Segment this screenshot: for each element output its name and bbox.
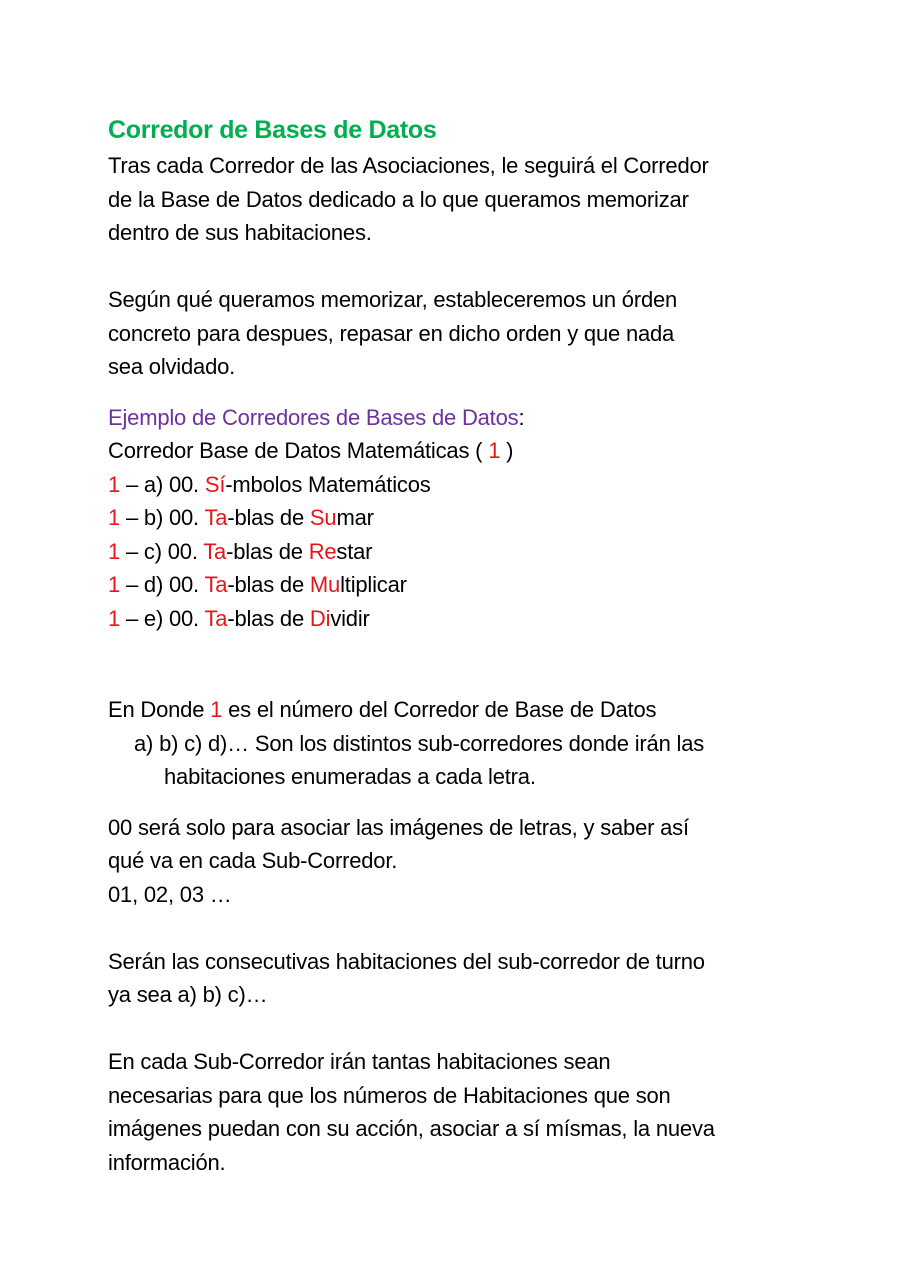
list-item bbox=[108, 535, 808, 569]
final-paragraph bbox=[108, 1045, 808, 1179]
zero-paragraph bbox=[108, 811, 808, 912]
item-number: 1 bbox=[108, 471, 121, 497]
example-title-text: Ejemplo de Corredores de Bases de Datos bbox=[108, 404, 519, 430]
item-highlight: Di bbox=[309, 605, 331, 631]
item-text: vidir bbox=[330, 605, 370, 631]
item-highlight: Ta bbox=[204, 605, 228, 631]
item-highlight: Ta bbox=[204, 505, 228, 530]
list-item bbox=[108, 501, 808, 535]
item-highlight: Ta bbox=[203, 538, 227, 564]
document-page bbox=[108, 111, 808, 1179]
text-line: información. bbox=[108, 1149, 226, 1175]
item-text: ltiplicar bbox=[340, 572, 407, 597]
text-line: imágenes puedan con su acción, asociar a sí mísmas, la nueva bbox=[108, 1116, 715, 1141]
where-prefix: En Donde bbox=[108, 697, 211, 722]
text-line: Serán las consecutivas habitaciones del sub-corredor de turno bbox=[108, 948, 705, 974]
paragraph-spacer bbox=[108, 635, 808, 693]
where-suffix: es el número del Corredor de Base de Datos bbox=[222, 697, 657, 722]
text-line: Según qué queramos memorizar, estableceremos un órden bbox=[108, 287, 678, 312]
where-number: 1 bbox=[210, 697, 223, 722]
example-title bbox=[108, 401, 808, 435]
order-paragraph bbox=[108, 283, 808, 384]
text-line: 00 será solo para asociar las imágenes de letras, y saber así bbox=[108, 814, 689, 840]
sub-corridor-line: a) b) c) d)… Son los distintos sub-corredores donde irán las bbox=[134, 730, 705, 756]
text-line: sea olvidado. bbox=[108, 354, 236, 379]
item-text: -blas de bbox=[227, 505, 310, 530]
item-highlight: Re bbox=[308, 538, 337, 564]
item-number: 1 bbox=[108, 572, 121, 597]
item-text: – a) 00. bbox=[120, 471, 205, 497]
text-line: necesarias para que los números de Habitaciones que son bbox=[108, 1082, 671, 1108]
item-text: – c) 00. bbox=[120, 538, 204, 564]
text-line: 01, 02, 03 … bbox=[108, 881, 232, 907]
item-number: 1 bbox=[108, 538, 121, 564]
item-highlight: Ta bbox=[204, 572, 228, 597]
corridor-line bbox=[108, 434, 808, 468]
text-line: de la Base de Datos dedicado a lo que queramos memorizar bbox=[108, 186, 689, 212]
item-text: – b) 00. bbox=[120, 505, 205, 530]
item-text: star bbox=[336, 538, 373, 564]
paragraph-spacer bbox=[108, 911, 808, 945]
text-line: En cada Sub-Corredor irán tantas habitaciones sean bbox=[108, 1049, 611, 1074]
where-paragraph bbox=[108, 693, 808, 794]
item-text: -mbolos Matemáticos bbox=[225, 471, 431, 497]
item-text: -blas de bbox=[226, 538, 309, 564]
item-highlight: Mu bbox=[309, 572, 341, 597]
corridor-suffix: ) bbox=[500, 438, 514, 463]
where-line bbox=[108, 693, 808, 727]
paragraph-spacer bbox=[108, 1012, 808, 1046]
item-text: – d) 00. bbox=[120, 572, 205, 597]
item-highlight: Sí bbox=[204, 471, 226, 497]
text-line: Tras cada Corredor de las Asociaciones, le seguirá el Corredor bbox=[108, 153, 709, 178]
intro-paragraph bbox=[108, 149, 808, 250]
paragraph-spacer bbox=[108, 384, 808, 401]
item-text: -blas de bbox=[227, 605, 310, 631]
item-number: 1 bbox=[108, 505, 121, 530]
text-line: concreto para despues, repasar en dicho orden y que nada bbox=[108, 320, 675, 346]
text-line: dentro de sus habitaciones. bbox=[108, 220, 372, 245]
item-text: – e) 00. bbox=[120, 605, 205, 631]
list-item bbox=[108, 468, 808, 502]
item-text: -blas de bbox=[227, 572, 310, 597]
item-highlight: Su bbox=[309, 505, 337, 530]
corridor-prefix: Corredor Base de Datos Matemáticas ( bbox=[108, 438, 489, 463]
paragraph-spacer bbox=[108, 250, 808, 284]
list-item bbox=[108, 568, 808, 602]
list-item bbox=[108, 602, 808, 636]
consecutive-paragraph bbox=[108, 945, 808, 1012]
example-title-colon: : bbox=[518, 404, 525, 430]
example-section bbox=[108, 401, 808, 636]
text-line: ya sea a) b) c)… bbox=[108, 982, 268, 1007]
item-number: 1 bbox=[108, 605, 121, 631]
sub-corridor-line: habitaciones enumeradas a cada letra. bbox=[164, 764, 536, 789]
paragraph-spacer bbox=[108, 794, 808, 811]
item-text: mar bbox=[336, 505, 374, 530]
corridor-number: 1 bbox=[488, 438, 501, 463]
text-line: qué va en cada Sub-Corredor. bbox=[108, 848, 398, 873]
page-title: Corredor de Bases de Datos bbox=[108, 116, 437, 144]
